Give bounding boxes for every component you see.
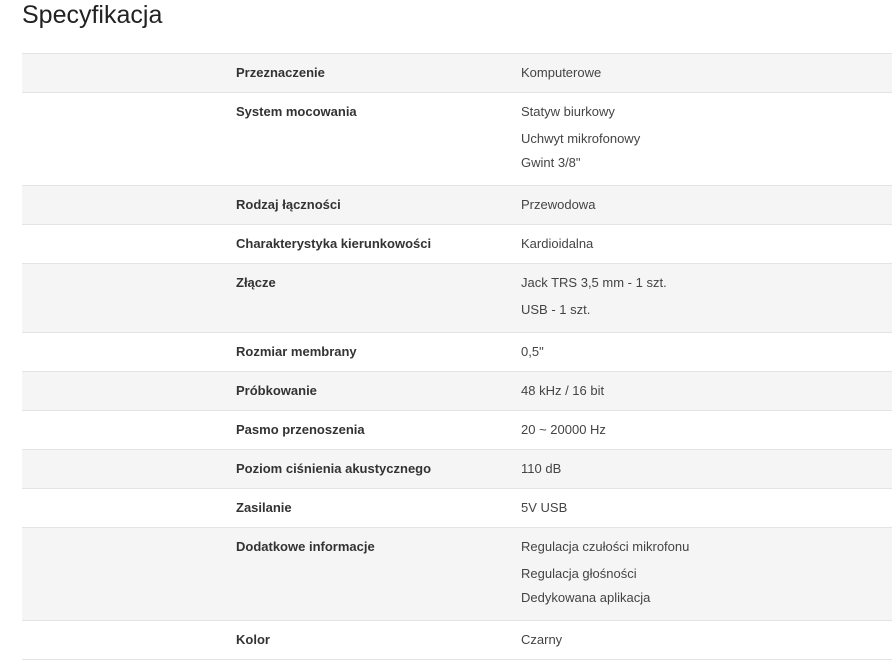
spec-value: Czarny [521,632,563,647]
spec-label: Przeznaczenie [236,65,325,80]
spec-values [521,382,892,400]
spec-values [521,196,892,214]
spec-row [22,528,892,621]
spec-row [22,450,892,489]
spec-value: 5V USB [521,500,568,515]
spec-value: Komputerowe [521,65,602,80]
spec-row [22,333,892,372]
spec-label: Zasilanie [236,500,292,515]
spec-values [521,64,892,82]
spec-value: Regulacja czułości mikrofonu [521,539,690,554]
spec-label: Rodzaj łączności [236,197,341,212]
spec-row [22,264,892,333]
spec-value: USB - 1 szt. [521,302,591,317]
spec-value: Gwint 3/8" [521,155,581,170]
spec-row [22,372,892,411]
spec-value: Kardioidalna [521,236,594,251]
spec-value: 110 dB [521,461,562,476]
spec-values [521,460,892,478]
spec-value: Dedykowana aplikacja [521,590,651,605]
spec-label: Kolor [236,632,270,647]
spec-label: Próbkowanie [236,383,317,398]
spec-label: Poziom ciśnienia akustycznego [236,461,432,476]
spec-row [22,54,892,93]
spec-row [22,225,892,264]
spec-value: Jack TRS 3,5 mm - 1 szt. [521,275,667,290]
spec-table [22,53,892,660]
spec-row [22,186,892,225]
spec-row [22,489,892,528]
spec-label: Charakterystyka kierunkowości [236,236,432,251]
spec-value: Uchwyt mikrofonowy [521,131,641,146]
spec-values [521,103,892,175]
spec-value: 0,5" [521,344,544,359]
spec-values [521,499,892,517]
spec-values [521,343,892,361]
spec-values [521,235,892,253]
spec-row [22,411,892,450]
spec-values [521,631,892,649]
spec-label: Pasmo przenoszenia [236,422,365,437]
page-title: Specyfikacja [22,1,163,29]
spec-value: 20 ~ 20000 Hz [521,422,606,437]
spec-values [521,274,892,322]
spec-values [521,538,892,610]
spec-value: 48 kHz / 16 bit [521,383,605,398]
spec-label: Rozmiar membrany [236,344,357,359]
spec-row [22,93,892,186]
spec-label: System mocowania [236,104,357,119]
spec-label: Złącze [236,275,276,290]
spec-value: Przewodowa [521,197,596,212]
spec-values [521,421,892,439]
spec-row [22,621,892,660]
spec-value: Statyw biurkowy [521,104,615,119]
spec-value: Regulacja głośności [521,566,637,581]
spec-label: Dodatkowe informacje [236,539,375,554]
